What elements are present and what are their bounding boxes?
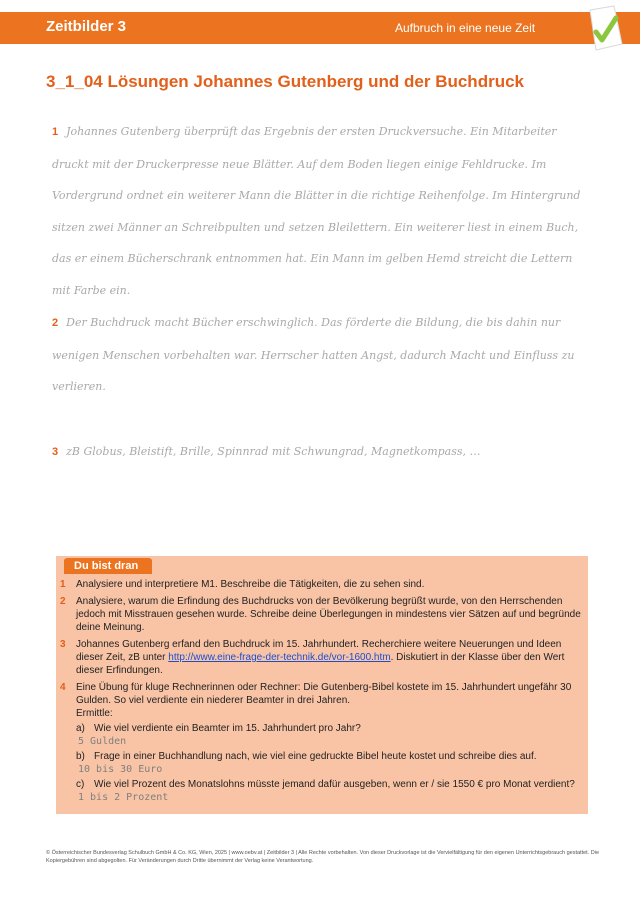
task-list bbox=[60, 578, 584, 808]
subtask-a bbox=[76, 722, 584, 735]
series-title: Zeitbilder 3 bbox=[46, 18, 127, 35]
task-item bbox=[60, 638, 584, 677]
subtask-question: Wie viel Prozent des Monatslohns müsste jemand dafür ausgeben, wenn er / sie 1550 € pro Monat verdient? bbox=[94, 779, 575, 790]
task-number: 3 bbox=[60, 639, 66, 650]
task-number: 1 bbox=[60, 579, 66, 590]
answer-text: Der Buchdruck macht Bücher erschwinglich. Das förderte die Bildung, die bis dahin nur wenigen Menschen vorbehalten war. Herrscher hatten Angst, dadurch Macht und Einfluss zu verlieren. bbox=[52, 316, 575, 393]
subtask-answer: 5 Gulden bbox=[78, 736, 127, 747]
subtask-b bbox=[76, 750, 584, 763]
subtask-label: a) bbox=[76, 723, 85, 734]
subtask-answer: 10 bis 30 Euro bbox=[78, 764, 163, 775]
answer-3 bbox=[52, 436, 481, 469]
subtask-answer: 1 bis 2 Prozent bbox=[78, 792, 169, 803]
task-item bbox=[60, 681, 584, 804]
task-text: . Diskutiert in der Klasse über den Wert dieser Erfindungen. bbox=[76, 652, 565, 676]
task-box-tab: Du bist dran bbox=[64, 558, 152, 574]
task-number: 4 bbox=[60, 682, 66, 693]
task-text: Analysiere und interpretiere M1. Beschreibe die Tätigkeiten, die zu sehen sind. bbox=[76, 579, 425, 590]
subtask-question: Frage in einer Buchhandlung nach, wie viel eine gedruckte Bibel heute kostet und schreibe dies auf. bbox=[94, 751, 537, 762]
page-title: 3_1_04 Lösungen Johannes Gutenberg und der Buchdruck bbox=[46, 72, 524, 91]
task-text: Eine Übung für kluge Rechnerinnen oder Rechner: Die Gutenberg-Bibel kostete im 15. Jahrhundert ungefähr 30 Gulden. So viel verdiente ein niederer Beamter in drei Jahren. bbox=[76, 682, 572, 706]
subtask-label: b) bbox=[76, 751, 85, 762]
answer-text: Johannes Gutenberg überprüft das Ergebnis der ersten Druckversuche. Ein Mitarbeiter druckt mit der Druckerpresse neue Blätter. Auf dem Boden liegen einige Fehldrucke. Im Vordergrund ordnet ein weiterer Mann die Blätter in die richtige Reihenfolge. Im Hintergrund sitzen zwei Männer an Schreibpulten und setzen Bleilettern. Ein weiterer liest in einem Buch, das er einem Bücherschrank entnommen hat. Ein Mann im gelben Hemd streicht die Lettern mit Farbe ein. bbox=[52, 125, 581, 297]
answer-1 bbox=[52, 116, 592, 306]
task-item bbox=[60, 595, 584, 634]
chapter-topic: Aufbruch in eine neue Zeit bbox=[395, 21, 536, 35]
answer-number: 2 bbox=[52, 317, 59, 329]
checkmark-paper-icon bbox=[582, 4, 626, 52]
answer-text: zB Globus, Bleistift, Brille, Spinnrad mit Schwungrad, Magnetkompass, … bbox=[66, 445, 481, 458]
task-text: Analysiere, warum die Erfindung des Buchdrucks von der Bevölkerung begrüßt wurde, von den Herrschenden jedoch mit Misstrauen gesehen wurde. Schreibe deine Überlegungen in mindestens vier Sätzen auf und begründe deine Meinung. bbox=[76, 596, 581, 633]
copyright-footer: © Österreichischer Bundesverlag Schulbuch GmbH & Co. KG, Wien, 2025 | www.oebv.at | Zeitbilder 3 | Alle Rechte vorbehalten. Von dieser Druckvorlage ist die Vervielfältigung für den eigenen Unterrichtsgebrauch gestattet. Die Kopiergebühren sind abgegolten. Für Veränderungen durch Dritte übernimmt der Verlag keine Verantwortung. bbox=[46, 850, 600, 864]
task-item bbox=[60, 578, 584, 591]
subtask-c bbox=[76, 778, 584, 791]
answer-number: 3 bbox=[52, 446, 59, 458]
subtask-question: Wie viel verdiente ein Beamter im 15. Jahrhundert pro Jahr? bbox=[94, 723, 361, 734]
task-text: Johannes Gutenberg erfand den Buchdruck im 15. Jahrhundert. Recherchiere weitere Neuerungen und Ideen dieser Zeit, zB unter bbox=[76, 639, 562, 663]
answer-2 bbox=[52, 307, 592, 403]
subtask-label: c) bbox=[76, 779, 85, 790]
research-link[interactable]: http://www.eine-frage-der-technik.de/vor-1600.htm bbox=[168, 652, 391, 663]
task-number: 2 bbox=[60, 596, 66, 607]
header-bar bbox=[0, 12, 640, 44]
answer-number: 1 bbox=[52, 126, 59, 138]
task-instruction: Ermittle: bbox=[76, 708, 113, 719]
